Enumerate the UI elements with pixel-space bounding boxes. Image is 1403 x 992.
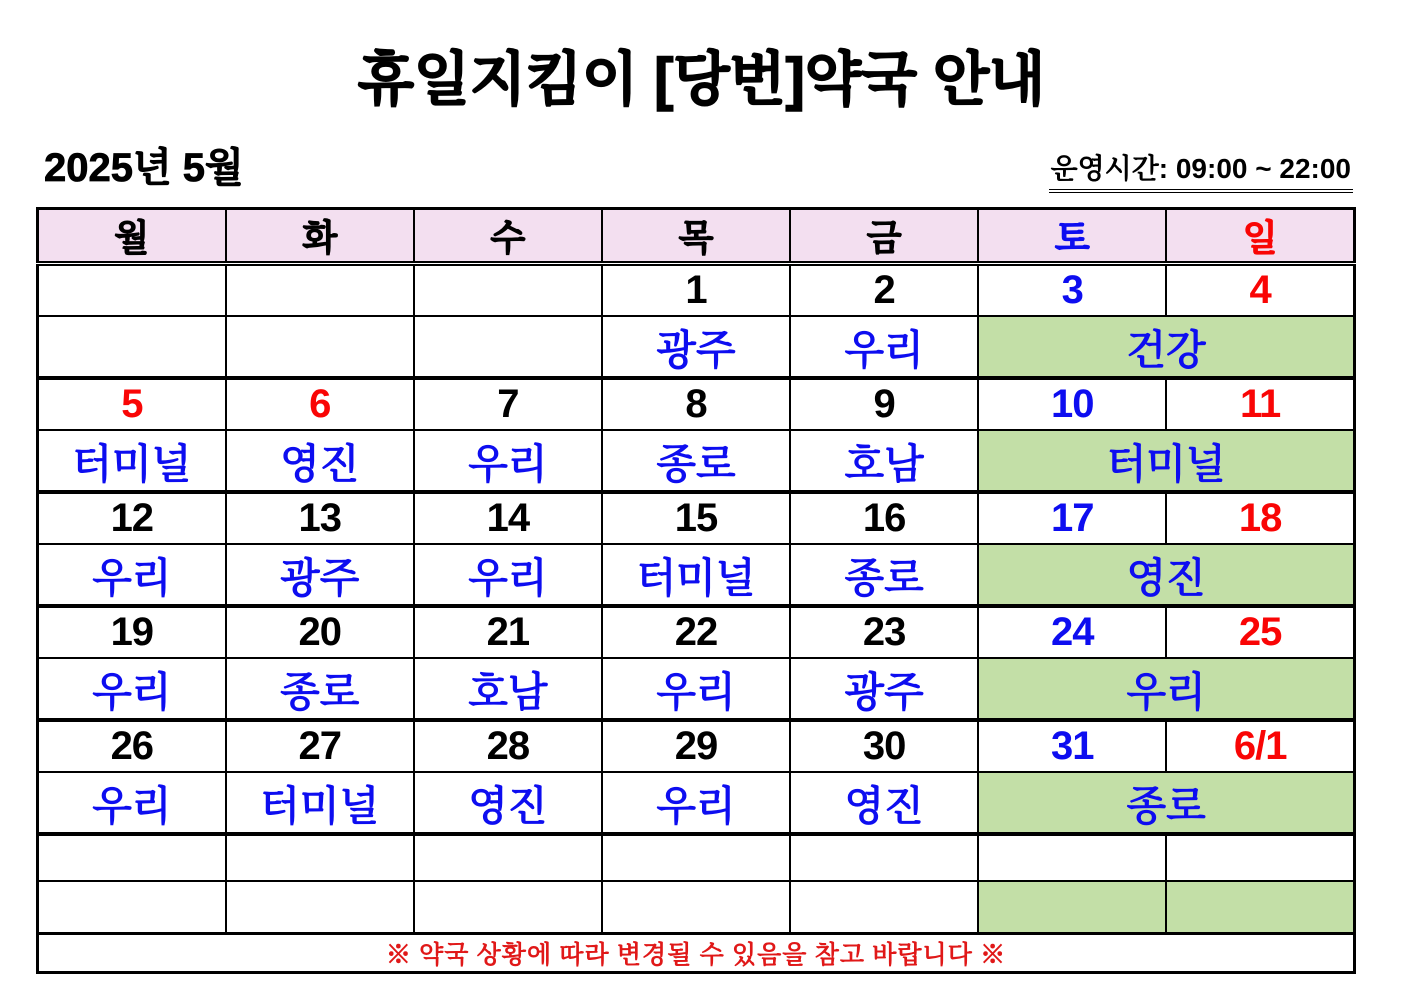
date-cell: 29 <box>602 720 790 772</box>
empty-cell <box>1166 834 1354 881</box>
day-header-row <box>38 209 1355 264</box>
day-header-cell: 일 <box>1166 209 1354 264</box>
day-header-cell: 수 <box>414 209 602 264</box>
pharmacy-cell: 우리 <box>38 544 226 606</box>
pharmacy-cell: 터미널 <box>602 544 790 606</box>
weekend-empty-cell <box>1166 881 1354 934</box>
pharmacy-cell <box>38 316 226 378</box>
date-cell: 5 <box>38 378 226 430</box>
date-cell <box>38 264 226 316</box>
pharmacy-cell: 호남 <box>414 658 602 720</box>
date-cell: 2 <box>790 264 978 316</box>
pharmacy-cell: 영진 <box>226 430 414 492</box>
date-cell: 6/1 <box>1166 720 1354 772</box>
pharmacy-cell: 종로 <box>602 430 790 492</box>
pharmacy-cell <box>226 316 414 378</box>
empty-cell <box>790 834 978 881</box>
date-cell: 15 <box>602 492 790 544</box>
date-cell: 11 <box>1166 378 1354 430</box>
subheader <box>44 136 1353 193</box>
weekend-pharmacy-cell: 건강 <box>978 316 1354 378</box>
date-cell: 30 <box>790 720 978 772</box>
date-cell: 7 <box>414 378 602 430</box>
date-cell <box>414 264 602 316</box>
note-row <box>38 934 1355 973</box>
note-cell: ※ 약국 상황에 따라 변경될 수 있음을 참고 바랍니다 ※ <box>38 934 1355 973</box>
date-row <box>38 606 1355 658</box>
pharmacy-row <box>38 772 1355 834</box>
pharmacy-cell: 호남 <box>790 430 978 492</box>
empty-cell <box>414 834 602 881</box>
operating-hours-label: 운영시간: 09:00 ~ 22:00 <box>1049 147 1353 193</box>
pharmacy-cell: 우리 <box>414 544 602 606</box>
date-cell: 27 <box>226 720 414 772</box>
empty-row-1 <box>38 834 1355 881</box>
empty-cell <box>38 881 226 934</box>
pharmacy-cell: 광주 <box>602 316 790 378</box>
date-cell: 23 <box>790 606 978 658</box>
date-cell: 1 <box>602 264 790 316</box>
pharmacy-cell: 우리 <box>38 658 226 720</box>
weekend-pharmacy-cell: 우리 <box>978 658 1354 720</box>
pharmacy-cell: 우리 <box>602 658 790 720</box>
pharmacy-cell: 종로 <box>226 658 414 720</box>
weekend-pharmacy-cell: 터미널 <box>978 430 1354 492</box>
pharmacy-cell: 터미널 <box>38 430 226 492</box>
date-cell: 24 <box>978 606 1166 658</box>
date-cell: 12 <box>38 492 226 544</box>
empty-cell <box>226 881 414 934</box>
pharmacy-cell: 광주 <box>226 544 414 606</box>
pharmacy-cell: 우리 <box>38 772 226 834</box>
date-row <box>38 720 1355 772</box>
date-cell: 10 <box>978 378 1166 430</box>
empty-cell <box>790 881 978 934</box>
date-cell: 13 <box>226 492 414 544</box>
date-cell: 21 <box>414 606 602 658</box>
date-cell: 14 <box>414 492 602 544</box>
date-cell: 18 <box>1166 492 1354 544</box>
date-cell: 22 <box>602 606 790 658</box>
day-header-cell: 월 <box>38 209 226 264</box>
date-cell <box>226 264 414 316</box>
pharmacy-cell <box>414 316 602 378</box>
day-header-cell: 목 <box>602 209 790 264</box>
pharmacy-cell: 종로 <box>790 544 978 606</box>
date-row <box>38 492 1355 544</box>
empty-cell <box>978 834 1166 881</box>
weekend-pharmacy-cell: 종로 <box>978 772 1354 834</box>
pharmacy-cell: 우리 <box>790 316 978 378</box>
duty-pharmacy-calendar <box>36 207 1356 974</box>
pharmacy-cell: 우리 <box>602 772 790 834</box>
pharmacy-cell: 영진 <box>414 772 602 834</box>
empty-cell <box>602 834 790 881</box>
pharmacy-row <box>38 430 1355 492</box>
pharmacy-cell: 광주 <box>790 658 978 720</box>
date-row <box>38 378 1355 430</box>
date-row <box>38 264 1355 316</box>
day-header-cell: 화 <box>226 209 414 264</box>
date-cell: 3 <box>978 264 1166 316</box>
empty-cell <box>414 881 602 934</box>
weekend-pharmacy-cell: 영진 <box>978 544 1354 606</box>
empty-row-2 <box>38 881 1355 934</box>
date-cell: 31 <box>978 720 1166 772</box>
date-cell: 9 <box>790 378 978 430</box>
date-cell: 16 <box>790 492 978 544</box>
date-cell: 17 <box>978 492 1166 544</box>
pharmacy-row <box>38 316 1355 378</box>
date-cell: 26 <box>38 720 226 772</box>
weekend-empty-cell <box>978 881 1166 934</box>
date-cell: 19 <box>38 606 226 658</box>
page-title: 휴일지킴이 [당번]약국 안내 <box>357 47 1046 112</box>
empty-cell <box>38 834 226 881</box>
day-header-cell: 금 <box>790 209 978 264</box>
day-header-cell: 토 <box>978 209 1166 264</box>
month-label: 2025년 5월 <box>44 146 244 190</box>
empty-cell <box>602 881 790 934</box>
date-cell: 20 <box>226 606 414 658</box>
pharmacy-row <box>38 658 1355 720</box>
date-cell: 4 <box>1166 264 1354 316</box>
calendar-table-body <box>38 209 1355 973</box>
pharmacy-cell: 터미널 <box>226 772 414 834</box>
pharmacy-cell: 영진 <box>790 772 978 834</box>
pharmacy-cell: 우리 <box>414 430 602 492</box>
empty-cell <box>226 834 414 881</box>
date-cell: 8 <box>602 378 790 430</box>
date-cell: 25 <box>1166 606 1354 658</box>
pharmacy-row <box>38 544 1355 606</box>
date-cell: 6 <box>226 378 414 430</box>
date-cell: 28 <box>414 720 602 772</box>
